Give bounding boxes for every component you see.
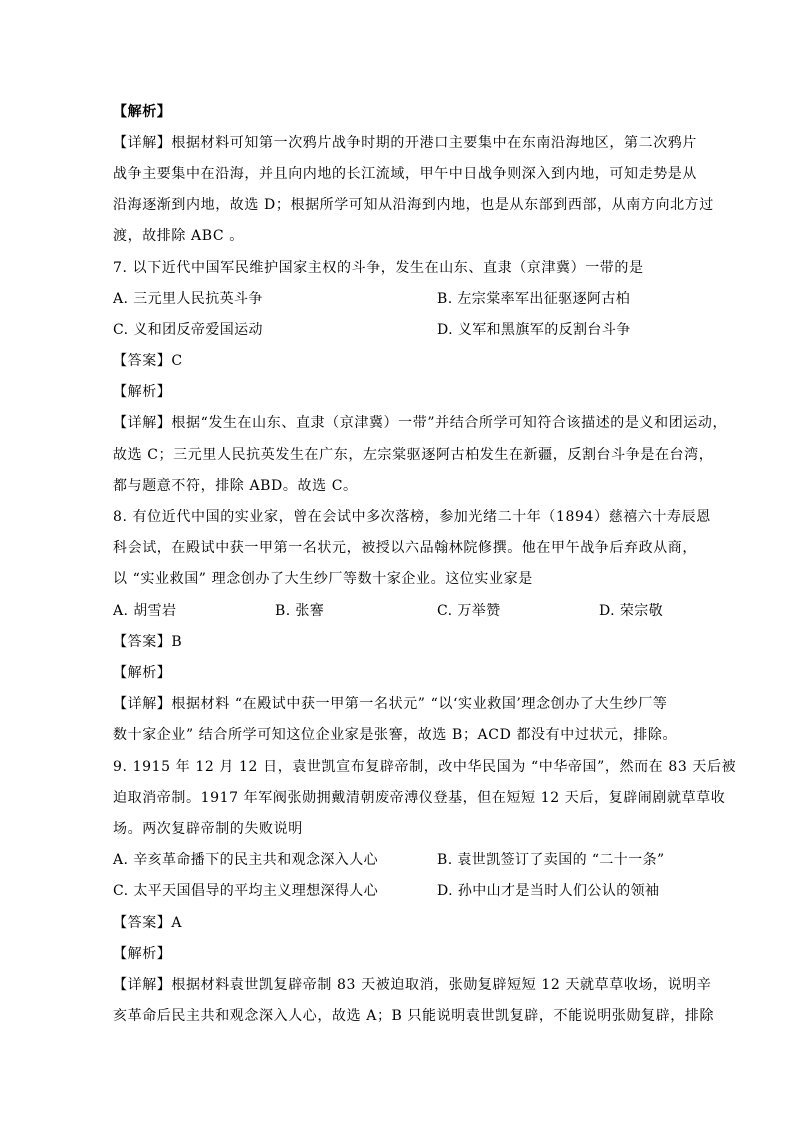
question-9-line: 9. 1915 年 12 月 12 日，袁世凯宣布复辟帝制，改中华民国为 “中华帝国”，然而在 83 天后被 (113, 759, 737, 775)
q7-detail-line: 都与题意不符，排除 ABD。故选 C。 (113, 478, 358, 494)
q7-detail-line: 故选 C；三元里人民抗英发生在广东，左宗棠驱逐阿古柏发生在新疆，反割台斗争是在台湾， (113, 447, 714, 463)
detail-text-line: 沿海逐渐到内地，故选 D；根据所学可知从沿海到内地，也是从东部到西部，从南方向北方过 (113, 197, 714, 213)
q7-option-c: C. 义和团反帝爱国运动 (113, 322, 263, 338)
q9-detail-line: 【详解】根据材料袁世凯复辟帝制 83 天被迫取消，张勋复辟短短 12 天就草草收场，说明辛 (113, 977, 712, 993)
q9-answer: 【答案】A (113, 915, 183, 931)
question-7: 7. 以下近代中国军民维护国家主权的斗争，发生在山东、直隶（京津冀）一带的是 (113, 260, 644, 276)
question-8-line: 8. 有位近代中国的实业家，曾在会试中多次落榜，参加光绪二十年（1894）慈禧六十寿辰恩 (113, 509, 711, 525)
q8-analysis-heading: 【解析】 (113, 665, 172, 681)
q8-detail-line: 【详解】根据材料 “在殿试中获一甲第一名状元” “以‘实业救国’理念创办了大生纱厂等 (113, 696, 668, 712)
detail-text-line: 【详解】根据材料可知第一次鸦片战争时期的开港口主要集中在东南沿海地区，第二次鸦片 (113, 135, 697, 151)
question-9-line: 迫取消帝制。1917 年军阀张勋拥戴清朝废帝溥仪登基，但在短短 12 天后，复辟闹剧就草草收 (113, 790, 726, 806)
q7-analysis-heading: 【解析】 (113, 384, 172, 400)
q7-option-a: A. 三元里人民抗英斗争 (113, 291, 263, 307)
question-8-line: 科会试，在殿试中获一甲第一名状元，被授以六品翰林院修撰。他在甲午战争后弃政从商， (113, 540, 697, 556)
q7-option-b: B. 左宗棠率军出征驱逐阿古柏 (437, 291, 631, 307)
q8-option-b: B. 张謇 (275, 603, 325, 619)
q8-option-a: A. 胡雪岩 (113, 603, 177, 619)
question-9-line: 场。两次复辟帝制的失败说明 (113, 821, 303, 837)
q9-option-b: B. 袁世凯签订了卖国的 “二十一条” (437, 852, 665, 868)
question-8-line: 以 “实业救国” 理念创办了大生纱厂等数十家企业。这位实业家是 (113, 571, 533, 587)
q9-option-a: A. 辛亥革命播下的民主共和观念深入人心 (113, 852, 379, 868)
q8-option-d: D. 荣宗敬 (599, 603, 664, 619)
detail-text-line: 战争主要集中在沿海，并且向内地的长江流域，甲午中日战争则深入到内地，可知走势是从 (113, 166, 697, 182)
q8-detail-line: 数十家企业” 结合所学可知这位企业家是张謇，故选 B；ACD 都没有中过状元，排除。 (113, 727, 678, 743)
q9-option-c: C. 太平天国倡导的平均主义理想深得人心 (113, 883, 379, 899)
q7-answer: 【答案】C (113, 353, 183, 369)
q7-option-d: D. 义军和黑旗军的反割台斗争 (437, 322, 631, 338)
analysis-heading: 【解析】 (113, 104, 172, 120)
q9-option-d: D. 孙中山才是当时人们公认的领袖 (437, 883, 660, 899)
q8-option-c: C. 万举赞 (437, 603, 501, 619)
detail-text-line: 渡，故排除 ABC 。 (113, 228, 244, 244)
q9-detail-line: 亥革命后民主共和观念深入人心，故选 A；B 只能说明袁世凯复辟，不能说明张勋复辟，排除 (113, 1008, 715, 1024)
q8-answer: 【答案】B (113, 634, 183, 650)
q9-analysis-heading: 【解析】 (113, 946, 172, 962)
q7-detail-line: 【详解】根据“发生在山东、直隶（京津冀）一带”并结合所学可知符合该描述的是义和团运动， (113, 415, 728, 431)
